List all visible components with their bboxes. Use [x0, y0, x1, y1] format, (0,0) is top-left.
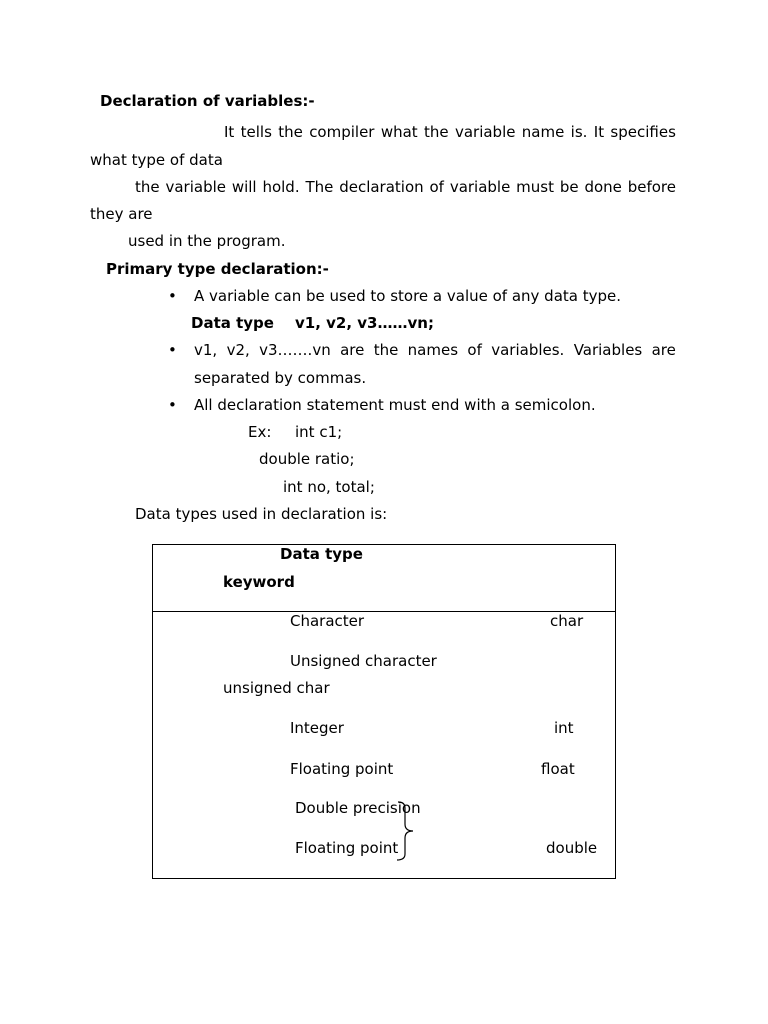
word: the — [278, 123, 303, 141]
word: v1, — [194, 341, 218, 359]
word: the — [373, 341, 399, 359]
word: hold. — [262, 178, 300, 196]
curly-brace-icon — [392, 800, 418, 862]
syntax-variable-list: v1, v2, v3……vn; — [295, 314, 434, 332]
table-row-4-type: Floating point — [290, 760, 394, 778]
word: It — [224, 123, 235, 141]
word: v2, — [226, 341, 250, 359]
paragraph-line-3 — [135, 178, 676, 196]
bullet-1-text: A variable can be used to store a value of any data type. — [194, 287, 622, 305]
table-row-4-keyword: float — [541, 760, 575, 778]
table-row-1-type: Character — [290, 612, 365, 630]
word: Variables — [573, 341, 643, 359]
paragraph-line-2: what type of data — [90, 151, 223, 169]
example-label: Ex: — [248, 423, 272, 441]
bullet-2-marker: • — [168, 341, 177, 359]
word: variable — [454, 123, 516, 141]
word: of — [429, 178, 444, 196]
word: are — [651, 341, 676, 359]
paragraph-line-4: they are — [90, 205, 153, 223]
word: done — [584, 178, 622, 196]
example-line-1: int c1; — [295, 423, 343, 441]
paragraph-line-1 — [224, 123, 676, 141]
word: variables. — [491, 341, 565, 359]
table-intro: Data types used in declaration is: — [135, 505, 388, 523]
bullet-2-line-2: separated by commas. — [194, 369, 367, 387]
bullet-3-marker: • — [168, 396, 177, 414]
table-header-divider — [152, 611, 616, 612]
word: be — [559, 178, 579, 196]
data-type-table — [152, 544, 616, 879]
word: the — [424, 123, 449, 141]
word: compiler — [309, 123, 375, 141]
heading-primary-type-declaration: Primary type declaration:- — [106, 260, 329, 278]
table-row-2-type: Unsigned character — [290, 652, 437, 670]
word: variable — [449, 178, 511, 196]
example-line-3: int no, total; — [283, 478, 375, 496]
table-row-3-type: Integer — [290, 719, 344, 737]
word: are — [340, 341, 365, 359]
table-row-6-keyword: double — [546, 839, 598, 857]
heading-declaration-of-variables: Declaration of variables:- — [100, 92, 315, 110]
word: v3…….vn — [259, 341, 331, 359]
bullet-1-marker: • — [168, 287, 177, 305]
word: the — [135, 178, 160, 196]
word: The — [305, 178, 334, 196]
table-row-6-type: Floating point — [295, 839, 399, 857]
table-header-keyword: keyword — [223, 573, 295, 591]
syntax-data-type: Data type — [191, 314, 274, 332]
word: what — [380, 123, 418, 141]
word: before — [627, 178, 676, 196]
table-header-data-type: Data type — [280, 545, 363, 563]
table-row-3-keyword: int — [554, 719, 574, 737]
word: must — [516, 178, 554, 196]
table-row-2-keyword: unsigned char — [223, 679, 330, 697]
word: It — [593, 123, 605, 141]
word: of — [467, 341, 482, 359]
word: name — [521, 123, 565, 141]
word: specifies — [610, 123, 676, 141]
word: will — [231, 178, 257, 196]
bullet-3-text: All declaration statement must end with a semicolon. — [194, 396, 596, 414]
table-row-5-type: Double precision — [295, 799, 421, 817]
word: declaration — [339, 178, 424, 196]
bullet-2-line-1 — [194, 341, 676, 359]
word: names — [407, 341, 459, 359]
example-line-2: double ratio; — [259, 450, 355, 468]
word: variable — [165, 178, 226, 196]
word: tells — [240, 123, 272, 141]
paragraph-line-5: used in the program. — [128, 232, 286, 250]
word: is. — [570, 123, 588, 141]
table-row-1-keyword: char — [550, 612, 584, 630]
